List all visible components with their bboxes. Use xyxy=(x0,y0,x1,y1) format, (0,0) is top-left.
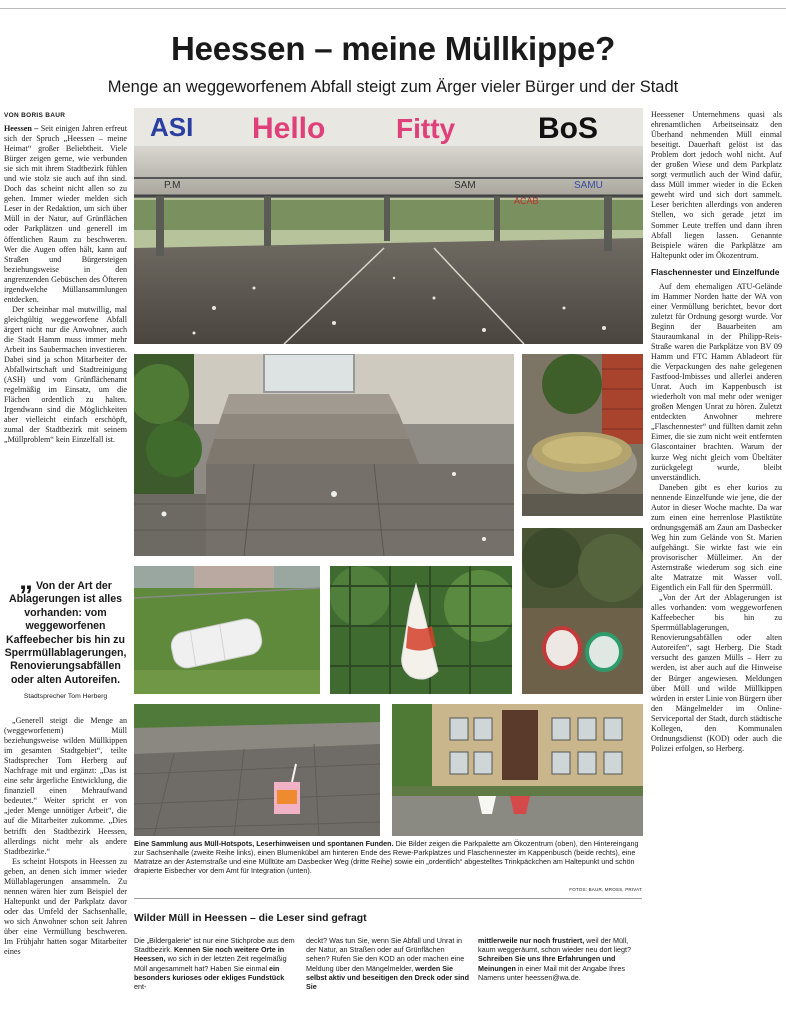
infobox-bold: werden Sie selbst aktiv und beseitigen den Dreck oder sind Sie xyxy=(306,963,469,992)
infobox-column-2 xyxy=(306,936,470,991)
pull-quote xyxy=(4,564,127,701)
photo-mattress xyxy=(134,566,320,694)
infobox-bold: mittlerweile nur noch frustriert, xyxy=(478,936,585,945)
infobox-text: deckt? Was tun Sie, wenn Sie Abfall und Unrat in der Natur, an Straßen oder auf Grünflächen sehen? Rufen Sie den KOD an oder machen eine Meldung über den Mängelmelder, xyxy=(306,936,465,973)
infobox-headline: Wilder Müll in Heessen – die Leser sind gefragt xyxy=(134,913,367,924)
photo-caption xyxy=(134,839,642,875)
paragraph: Seit einigen Jahren erfreut sich der Spruch „Heessen – meine Heimat“ großer Beliebtheit. Viele Bürger zeigen gerne, wie verbunden sie sich mit ihrem Stadtbezirk fühlen und wie stolz sie auch auf ihn sind. Doch das scheint nicht allen so zu gehen. Immer wieder melden sich Leser in der Redaktion, um sich über Müll in der Natur, auf Grünflächen oder Parkplätzen und generell im öffentlichen Raum zu beschweren. Wer die Augen offen hält, kann auf Straßen und Bürgersteigen beziehungsweise in den angrenzenden Gebüschen des Öfteren irgendwelche Müllansammlungen entdecken. xyxy=(4,124,127,304)
photo-credit: FOTOS: BAUR, MROSS, PRIVAT xyxy=(569,887,642,892)
photo-back-entrance-stairs xyxy=(134,354,514,556)
divider xyxy=(134,898,642,899)
article-column-1-top xyxy=(4,124,127,446)
pull-quote-source: Stadtsprecher Tom Herberg xyxy=(23,693,108,701)
paragraph: Daneben gibt es eher kurios zu nennende Einzelfunde wie jene, die der Autor in dieser Woche machte. Da war zum einen eine herrenlose Plastiktüte ordnungsgemäß am Zaun am Dasbecker Weg hin zum Gelände von St. Marien aufgehängt. Sie wirkte fast wie ein provisorischer Mülleimer. An der Asternstraße wiederum sog sich eine alte Matratze mit Wasser voll. Eigentlich ein Fall für den Sperrmüll. xyxy=(651,482,782,593)
infobox-text: Die „Bildergalerie“ ist nur eine Stichprobe aus dem Stadtbezirk. xyxy=(134,936,295,955)
subheadline: Menge an weggeworfenem Abfall steigt zum Ärger vieler Bürger und der Stadt xyxy=(107,78,679,96)
graffiti-text: BoS xyxy=(538,112,598,145)
paragraph: Auf dem ehemaligen ATU-Gelände im Hammer Norden hatte der WA von einer Vermüllung berichtet, bevor dort zuletzt für Ordnung gesorgt wurde. Vor Beginn der Bauarbeiten am Stauraumkanal in der Philipp-Reis-Straße waren die Parkplätze von BV 09 Hamm und FTC Hamm Abladeort für die Verpackungen des nahe gelegenen Fastfood-Imbisses und allerlei anderen Unrat. Auch im Kappenbusch ist wiederholt von mal mehr oder weniger großen Mengen Unrat zu hören. Zuletzt entdeckten Anwohner mehrere „Flaschennester“ und füllten damit zehn Eimer, die sie zum nicht weit entfernten Glascontainer brachten. Warum der kurze Weg nicht gleich vom Übeltäter zurückgelegt wurde, bleibt unverständlich. xyxy=(651,281,782,482)
photo-ice-cups xyxy=(392,704,643,836)
graffiti-text: ACAB xyxy=(514,196,539,206)
graffiti-text: SAM xyxy=(454,180,476,191)
quote-mark-icon: „ xyxy=(19,564,34,595)
graffiti-text: Fitty xyxy=(396,113,456,144)
infobox-bold: Schreiben Sie uns Ihre Erfahrungen und Meinungen xyxy=(478,954,616,973)
infobox-column-1 xyxy=(134,936,298,991)
article-column-1-bottom xyxy=(4,716,127,957)
headline: Heessen – meine Müllkippe? xyxy=(170,30,616,67)
caption-bold: Eine Sammlung aus Müll-Hotspots, Leserhinweisen und spontanen Funden. xyxy=(134,839,394,848)
pull-quote-text: Von der Art der Ablagerungen ist alles vorhanden: vom weggeworfenen Kaffeebecher bis hin zu Sperrmüllablagerungen, Renovierungsabfällen oder alten Autoreifen. xyxy=(4,580,127,686)
author-line: VON BORIS BAUR xyxy=(4,112,66,119)
paragraph: Es scheint Hotspots in Heessen zu geben, an denen sich immer wieder Müllablagerungen ansammeln. Zu nennen wären hier zum Beispiel der Haltepunkt und der Parkplatz davor oder das Umfeld der Sachsenhalle, wo sich Anwohner schon seit Jahren über eine Vermüllung beschweren. Im Frühjahr hatten sogar Mitarbeiter eines xyxy=(4,856,127,957)
paragraph: Der scheinbar mal mutwillig, mal gleichgültig weggeworfene Abfall ärgert nicht nur die Anwohner, auch die Stadt Hamm muss immer mehr Arbeit ins Saubermachen investieren. Dabei sind ja schon Mitarbeiter der Abfallwirtschaft und Stadtreinigung (ASH) und vom Grünflächenamt regelmäßig im Einsatz, um die Flächen ordentlich zu halten. Irgendwann sind die Möglichkeiten aber vielleicht einfach erschöpft, zumal der Stadtbezirk mit seinem „Müllproblem“ kein Einzelfall ist. xyxy=(4,304,127,445)
photo-flower-pot xyxy=(522,354,643,516)
paragraph: „Von der Art der Ablagerungen ist alles vorhanden: vom weggeworfenen Kaffeebecher bis hin zu Sperrmüllablagerungen, Renovierungsabfällen oder alten Autoreifen“, sagt Herberg. Die Stadt versucht des ganzen Mülls – Herr zu werden, ist aber auch auf die Hinweise der Bürger angewiesen. Meldungen über Müll und wilde Müllkippen würden in erster Linie von Bürgern über den Mängelmelder im Online-Serviceportal der Stadt, durch städtische Kollegen, den Kommunalen Ordnungsdienst (KOD) oder auch die Polizei erfolgen, so Herberg. xyxy=(651,593,782,753)
caption-text: Die Bilder zeigen die Parkpalette am Ökozentrum (oben), den Hintereingang zur Sachsenhalle (zweite Reihe links), einen Blumenkübel am hinteren Ende des Rewe-Parkplatzes und Flaschennester im Kappenbusch (beide rechts), eine Matratze an der Asternstraße und eine Mülltüte am Dasbecker Weg (dritte Reihe) sowie ein „ordentlich“ abgestelltes Trinkpäckchen am Haltepunkt und schön drapierte Eisbecher vor dem Amt für Integration (unten). xyxy=(134,839,639,876)
photo-parking-deck xyxy=(134,108,643,344)
infobox-text: weil der Müll, kaum weggeräumt, schon wieder neu dort liegt? xyxy=(478,936,632,955)
dateline: Heessen – xyxy=(4,124,39,133)
graffiti-text: Hello xyxy=(252,112,326,145)
infobox-column-3 xyxy=(478,936,642,982)
top-rule xyxy=(0,8,786,9)
graffiti-text: P.M xyxy=(164,180,181,191)
photo-bag-on-fence xyxy=(330,566,512,694)
paragraph: Heessener Unternehmens quasi als ehrenamtlichen Arbeitseinsatz den Überhand nehmenden Müll einmal beseitigt. Dauerhaft gelöst ist das Problem dort jedoch wohl nicht. Auf der großen Wiese und dem Parkplatz sorgt vermutlich auch der Wind dafür, dass Müll immer wieder in die Ecken geweht wird und sich dort sammelt. Leser berichten allerdings von anderen Stellen, wo sich gerade jetzt im Sommer Leute treffen und dann ihren Abfall liegen lassen. Genannte Beispiele wären die Parkplätze am Haltepunkt oder im Ökozentrum. xyxy=(651,110,782,260)
paragraph: „Generell steigt die Menge an (weggeworfenem) Müll beziehungsweise wilden Müllkippen im gesamten Stadtgebiet“, teilte Stadtsprecher Tom Herberg auf Nachfrage mit und ergänzt: „Das ist eine sehr ärgerliche Entwicklung, die finanziell einen Mehraufwand bedeutet.“ Weiter spricht er von „jeder Menge unnötiger Arbeit“, die auf die Mitarbeiter zukomme. „Dies betrifft den Stadtbezirk Heessen, allerdings nicht mehr als andere Stadtbezirke.“ xyxy=(4,716,127,856)
infobox-bold: Kennen Sie noch weitere Orte in Heessen, xyxy=(134,945,285,964)
photo-juice-box xyxy=(134,704,380,836)
photo-bottle-nests xyxy=(522,528,643,694)
article-column-4 xyxy=(651,110,782,754)
graffiti-text: ASI xyxy=(150,112,194,142)
infobox-bold: ein besonders kurioses oder ekliges Fundstück xyxy=(134,963,285,982)
infobox-text: wo sich in der letzten Zeit regelmäßig Müll angesammelt hat? Haben Sie einmal xyxy=(134,954,287,973)
infobox-text: ent- xyxy=(134,982,147,992)
section-subhead: Flaschennester und Einzelfunde xyxy=(651,266,780,277)
infobox-text: in einer Mail mit der Angabe Ihres Namens unter heessen@wa.de. xyxy=(478,963,626,982)
graffiti-text: SAMU xyxy=(574,180,603,191)
